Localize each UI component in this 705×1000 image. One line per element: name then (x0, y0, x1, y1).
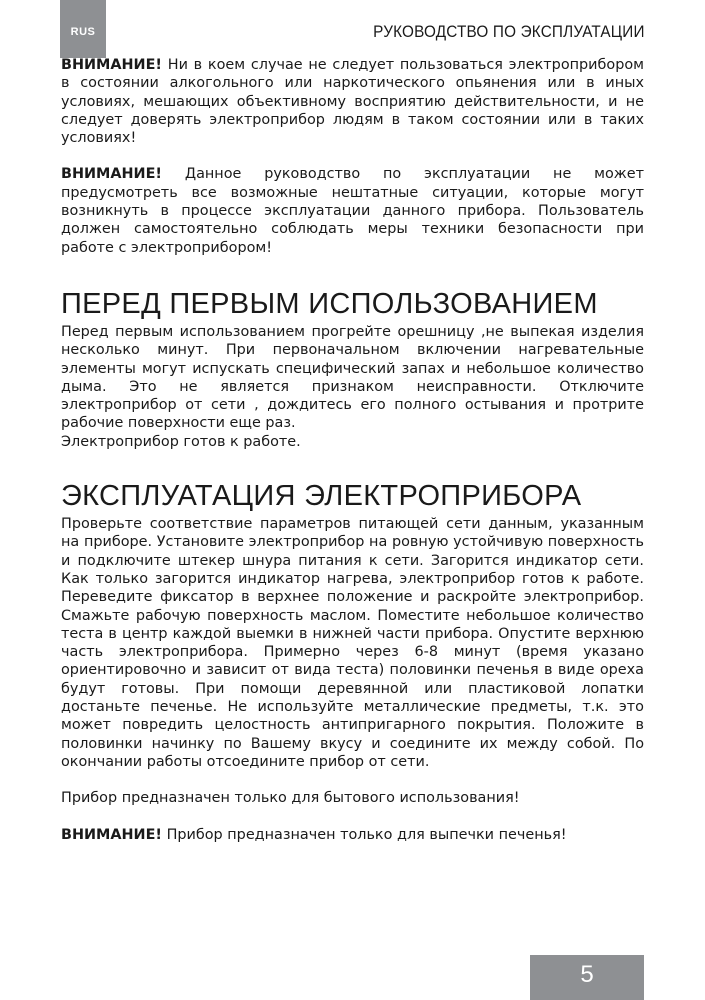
warning-text: Ни в коем случае не следует пользоваться электроприбором в состоянии алкогольного или наркотического опьянения или в иных условиях, мешающих объективному восприятию действительности, и не следует доверять электроприбор людям в таком состоянии или в таких условиях! (61, 57, 644, 147)
page-content (61, 56, 644, 844)
ready-line: Электроприбор готов к работе. (61, 433, 301, 450)
operation-paragraph: Проверьте соответствие параметров питающей сети данным, указанным на приборе. Установите электроприбор на ровную устойчивую поверхность и подключите штекер шнура питания к сети. Загорится индикатор сети. Как только загорится индикатор нагрева, электроприбор готов к работе. Переведите фиксатор в верхнее положение и раскройте электроприбор. Смажьте рабочую поверхность маслом. Поместите небольшое количество теста в центр каждой выемки в нижней части прибора. Опустите верхнюю часть электроприбора. Примерно через 6-8 минут (время указано ориентировочно и зависит от вида теста) половинки печенья в виде ореха будут готовы. При помощи деревянной или пластиковой лопатки достаньте печенье. Не используйте металлические предметы, т.к. это может повредить целостность антипригарного покрытия. Положите в половинки начинку по Вашему вкусу и соедините их между собой. По окончании работы отсоедините прибор от сети. (61, 516, 644, 770)
warning-label: ВНИМАНИЕ! (61, 826, 162, 843)
page-number: 5 (530, 955, 644, 1000)
language-tab: RUS (60, 0, 106, 58)
household-use-line: Прибор предназначен только для бытового использования! (61, 790, 520, 807)
warning-text: Данное руководство по эксплуатации не может предусмотреть все возможные нештатные ситуации, которые могут возникнуть в процессе эксплуатации данного прибора. Пользователь должен самостоятельно соблюдать меры техники безопасности при работе с электроприбором! (61, 166, 644, 256)
warning-label: ВНИМАНИЕ! (61, 57, 162, 73)
warning-paragraph-3 (61, 826, 644, 844)
paragraph-gap (61, 808, 644, 826)
warning-paragraph-2 (61, 165, 644, 256)
first-use-paragraph: Перед первым использованием прогрейте орешницу ,не выпекая изделия несколько минут. При первоначальном включении нагревательные элементы могут испускать специфический запах и небольшое количество дыма. Это не является признаком неисправности. Отключите электроприбор от сети , дождитесь его полного остывания и протрите рабочие поверхности еще раз. (61, 323, 644, 432)
warning-paragraph-1 (61, 56, 644, 147)
paragraph-gap (61, 147, 644, 165)
section-title-operation: ЭКСПЛУАТАЦИЯ ЭЛЕКТРОПРИБОРА (61, 480, 582, 513)
warning-text: Прибор предназначен только для выпечки печенья! (162, 826, 567, 843)
document-title: РУКОВОДСТВО ПО ЭКСПЛУАТАЦИИ (373, 22, 645, 41)
paragraph-gap (61, 771, 644, 789)
section-title-first-use: ПЕРЕД ПЕРВЫМ ИСПОЛЬЗОВАНИЕМ (61, 287, 598, 320)
warning-label: ВНИМАНИЕ! (61, 166, 162, 183)
